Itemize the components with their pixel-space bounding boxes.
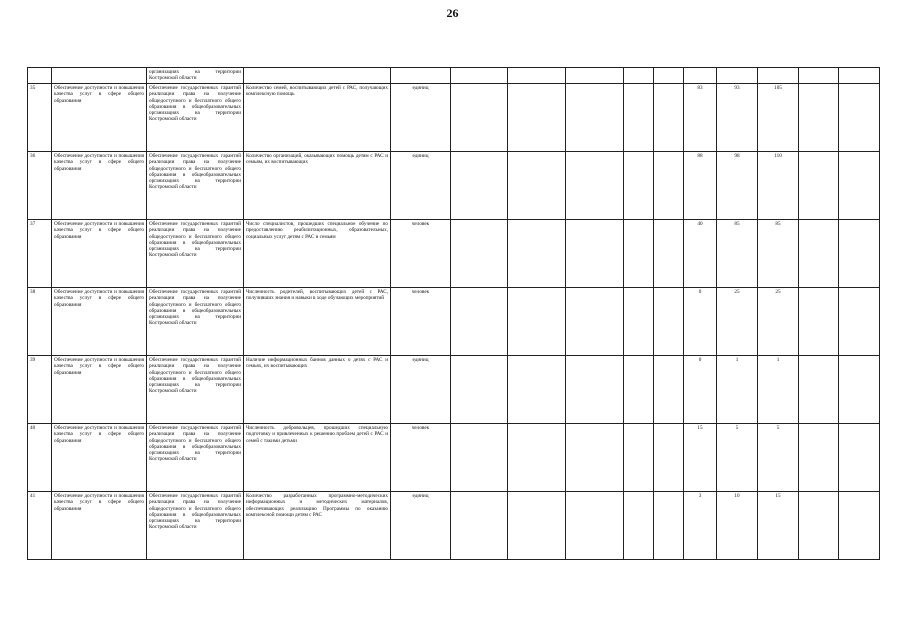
cell-empty bbox=[654, 68, 684, 84]
cell-task: Обеспечение доступности и повышения качества услуг в сфере общего образования bbox=[52, 288, 147, 356]
cell-indicator: Число специалистов, прошедших специальное обучение по предоставлению реабилитационных, образовательных, социальных услуг детям с РАС и семьям bbox=[244, 220, 391, 288]
cell-empty bbox=[508, 356, 566, 424]
cell-value-3: 85 bbox=[758, 220, 799, 288]
page-number: 26 bbox=[446, 6, 459, 20]
cell-value-1: 40 bbox=[684, 220, 717, 288]
cell-empty bbox=[799, 220, 839, 288]
cell-indicator: Численность родителей, воспитывающих детей с РАС, получивших знания и навыки в ходе обучающих мероприятий bbox=[244, 288, 391, 356]
cell-empty bbox=[839, 492, 880, 560]
cell-measure: Обеспечение государственных гарантий реализации права на получение общедоступного и бесплатного общего образования в общеобразовательных организациях на территории Костромской области bbox=[147, 424, 244, 492]
cell-empty bbox=[451, 68, 508, 84]
cell-empty bbox=[624, 288, 654, 356]
cell-empty bbox=[451, 220, 508, 288]
cell-empty bbox=[799, 288, 839, 356]
cell-empty bbox=[758, 68, 799, 84]
cell-empty bbox=[451, 152, 508, 220]
cell-task: Обеспечение доступности и повышения качества услуг в сфере общего образования bbox=[52, 152, 147, 220]
cell-task: Обеспечение доступности и повышения качества услуг в сфере общего образования bbox=[52, 84, 147, 152]
cell-value-2: 1 bbox=[717, 356, 758, 424]
cell-empty bbox=[28, 68, 52, 84]
table-row bbox=[28, 152, 880, 220]
cell-empty bbox=[624, 492, 654, 560]
cell-empty bbox=[451, 424, 508, 492]
cell-empty bbox=[624, 356, 654, 424]
cell-value-2: 25 bbox=[717, 288, 758, 356]
table-row bbox=[28, 356, 880, 424]
cell-indicator: Наличие информационных баннов данных о детях с РАС и семьях, их воспитывающих bbox=[244, 356, 391, 424]
cell-empty bbox=[508, 424, 566, 492]
cell-empty bbox=[566, 220, 624, 288]
cell-value-1: 3 bbox=[684, 492, 717, 560]
cell-number: 39 bbox=[28, 356, 52, 424]
cell-empty bbox=[508, 492, 566, 560]
cell-indicator: Численность добровольцев, прошедших специальную подготовку и привлеченных к решению проблем детей с РАС и семей с такими детьми bbox=[244, 424, 391, 492]
table-row-continued bbox=[28, 68, 880, 84]
cell-empty bbox=[654, 356, 684, 424]
cell-empty bbox=[654, 492, 684, 560]
cell-empty bbox=[799, 492, 839, 560]
cell-number: 35 bbox=[28, 84, 52, 152]
cell-empty bbox=[244, 68, 391, 84]
cell-empty bbox=[566, 68, 624, 84]
cell-empty bbox=[508, 68, 566, 84]
cell-number: 37 bbox=[28, 220, 52, 288]
cell-value-2: 5 bbox=[717, 424, 758, 492]
cell-empty bbox=[508, 220, 566, 288]
cell-indicator: Количество разработанных программно-методических информационных и методических материалов, обеспечивающих реализацию Программы по оказанию комплексной помощи детям с РАС bbox=[244, 492, 391, 560]
cell-measure: Обеспечение государственных гарантий реализации права на получение общедоступного и бесплатного общего образования в общеобразовательных организациях на территории Костромской области bbox=[147, 356, 244, 424]
cell-task: Обеспечение доступности и повышения качества услуг в сфере общего образования bbox=[52, 424, 147, 492]
table-row bbox=[28, 492, 880, 560]
cell-empty bbox=[839, 288, 880, 356]
cell-empty bbox=[799, 356, 839, 424]
cell-value-3: 15 bbox=[758, 492, 799, 560]
cell-empty bbox=[624, 68, 654, 84]
cell-number: 36 bbox=[28, 152, 52, 220]
indicators-table bbox=[27, 67, 880, 560]
cell-value-1: 0 bbox=[684, 356, 717, 424]
cell-empty bbox=[52, 68, 147, 84]
cell-value-2: 85 bbox=[717, 220, 758, 288]
cell-value-2: 10 bbox=[717, 492, 758, 560]
cell-number: 41 bbox=[28, 492, 52, 560]
table-row bbox=[28, 220, 880, 288]
cell-value-2: 98 bbox=[717, 152, 758, 220]
cell-empty bbox=[451, 356, 508, 424]
cell-number: 38 bbox=[28, 288, 52, 356]
cell-task: Обеспечение доступности и повышения качества услуг в сфере общего образования bbox=[52, 492, 147, 560]
cell-indicator: Количество организаций, оказывающих помощь детям с РАС и семьям, их воспитывающих bbox=[244, 152, 391, 220]
table-body bbox=[28, 68, 880, 560]
cell-empty bbox=[654, 424, 684, 492]
cell-unit: человек bbox=[391, 424, 451, 492]
cell-value-1: 83 bbox=[684, 84, 717, 152]
cell-value-3: 5 bbox=[758, 424, 799, 492]
cell-value-3: 105 bbox=[758, 84, 799, 152]
cell-empty bbox=[624, 220, 654, 288]
cell-task: Обеспечение доступности и повышения качества услуг в сфере общего образования bbox=[52, 356, 147, 424]
cell-measure-continued: организациях на территории Костромской области bbox=[147, 68, 244, 84]
cell-empty bbox=[391, 68, 451, 84]
cell-empty bbox=[654, 288, 684, 356]
cell-empty bbox=[624, 424, 654, 492]
table-row bbox=[28, 424, 880, 492]
cell-value-3: 1 bbox=[758, 356, 799, 424]
cell-empty bbox=[624, 84, 654, 152]
cell-unit: единиц bbox=[391, 492, 451, 560]
cell-empty bbox=[654, 84, 684, 152]
table-row bbox=[28, 84, 880, 152]
cell-empty bbox=[451, 492, 508, 560]
cell-empty bbox=[451, 288, 508, 356]
cell-measure: Обеспечение государственных гарантий реализации права на получение общедоступного и бесплатного общего образования в общеобразовательных организациях на территории Костромской области bbox=[147, 492, 244, 560]
cell-empty bbox=[839, 220, 880, 288]
cell-measure: Обеспечение государственных гарантий реализации права на получение общедоступного и бесплатного общего образования в общеобразовательных организациях на территории Костромской области bbox=[147, 288, 244, 356]
cell-empty bbox=[839, 84, 880, 152]
cell-empty bbox=[508, 84, 566, 152]
cell-empty bbox=[508, 288, 566, 356]
cell-empty bbox=[508, 152, 566, 220]
cell-value-1: 15 bbox=[684, 424, 717, 492]
cell-empty bbox=[566, 492, 624, 560]
cell-empty bbox=[451, 84, 508, 152]
cell-empty bbox=[799, 424, 839, 492]
cell-value-1: 88 bbox=[684, 152, 717, 220]
cell-empty bbox=[839, 356, 880, 424]
cell-empty bbox=[839, 68, 880, 84]
cell-empty bbox=[684, 68, 717, 84]
cell-empty bbox=[839, 152, 880, 220]
cell-value-2: 93 bbox=[717, 84, 758, 152]
cell-empty bbox=[566, 424, 624, 492]
cell-indicator: Количество семей, воспитывающих детей с РАС, получающих комплексную помощь bbox=[244, 84, 391, 152]
cell-unit: единиц bbox=[391, 356, 451, 424]
cell-empty bbox=[566, 288, 624, 356]
cell-measure: Обеспечение государственных гарантий реализации права на получение общедоступного и бесплатного общего образования в общеобразовательных организациях на территории Костромской области bbox=[147, 84, 244, 152]
cell-value-3: 25 bbox=[758, 288, 799, 356]
cell-empty bbox=[717, 68, 758, 84]
cell-empty bbox=[566, 152, 624, 220]
cell-empty bbox=[839, 424, 880, 492]
cell-unit: человек bbox=[391, 220, 451, 288]
cell-task: Обеспечение доступности и повышения качества услуг в сфере общего образования bbox=[52, 220, 147, 288]
cell-measure: Обеспечение государственных гарантий реализации права на получение общедоступного и бесплатного общего образования в общеобразовательных организациях на территории Костромской области bbox=[147, 152, 244, 220]
cell-empty bbox=[799, 68, 839, 84]
cell-empty bbox=[624, 152, 654, 220]
cell-unit: человек bbox=[391, 288, 451, 356]
table-row bbox=[28, 288, 880, 356]
cell-empty bbox=[654, 220, 684, 288]
cell-number: 40 bbox=[28, 424, 52, 492]
cell-measure: Обеспечение государственных гарантий реализации права на получение общедоступного и бесплатного общего образования в общеобразовательных организациях на территории Костромской области bbox=[147, 220, 244, 288]
cell-value-1: 0 bbox=[684, 288, 717, 356]
cell-empty bbox=[654, 152, 684, 220]
cell-unit: единиц bbox=[391, 152, 451, 220]
cell-empty bbox=[566, 356, 624, 424]
cell-empty bbox=[799, 84, 839, 152]
cell-empty bbox=[566, 84, 624, 152]
cell-empty bbox=[799, 152, 839, 220]
cell-value-3: 110 bbox=[758, 152, 799, 220]
cell-unit: единиц bbox=[391, 84, 451, 152]
